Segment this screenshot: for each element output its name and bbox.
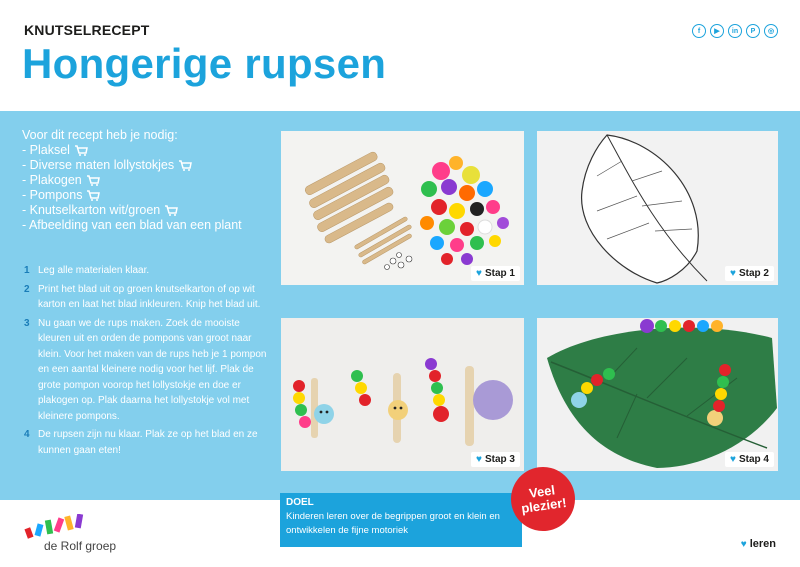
leren-mark: ♥ leren — [740, 538, 776, 550]
material-label: - Plakogen — [22, 173, 82, 187]
step-1-label: ♥ Stap 1 — [471, 266, 520, 281]
material-item — [22, 173, 242, 188]
social-links — [692, 24, 778, 38]
step-2-label: ♥ Stap 2 — [725, 266, 774, 281]
instagram-icon[interactable]: ◎ — [764, 24, 778, 38]
page-title: Hongerige rupsen — [22, 40, 387, 87]
heart-icon: ♥ — [740, 538, 747, 550]
photo-step-1 — [281, 131, 524, 285]
step-number: 2 — [24, 283, 30, 295]
material-label: - Plaksel — [22, 143, 70, 157]
step-3-label: ♥ Stap 3 — [471, 452, 520, 467]
facebook-icon[interactable]: f — [692, 24, 706, 38]
photo-step-2 — [537, 131, 778, 285]
material-item — [22, 188, 242, 203]
caterpillars-on-sticks-illustration — [281, 318, 524, 471]
goal-box — [280, 493, 522, 547]
goal-text: Kinderen leren over de begrippen groot en klein en ontwikkelen de fijne motoriek — [286, 511, 500, 536]
leaf-with-caterpillars-illustration — [537, 318, 778, 471]
material-label: - Afbeelding van een blad van een plant — [22, 218, 242, 232]
step-4-label: ♥ Stap 4 — [725, 452, 774, 467]
photo-step-4 — [537, 318, 778, 471]
photo-step-3 — [281, 318, 524, 471]
heart-icon: ♥ — [730, 454, 736, 465]
step-text: De rupsen zijn nu klaar. Plak ze op het blad en ze kunnen gaan eten! — [38, 429, 258, 456]
material-label: - Pompons — [22, 188, 83, 202]
step-number: 3 — [24, 317, 30, 329]
fun-badge: Veel plezier! — [507, 463, 579, 535]
shopping-cart-icon[interactable] — [86, 190, 100, 201]
rolf-groep-logo — [24, 514, 94, 540]
step-number: 1 — [24, 265, 30, 276]
material-item — [22, 143, 242, 158]
goal-heading: DOEL — [286, 497, 314, 508]
shopping-cart-icon[interactable] — [178, 160, 192, 171]
step-item — [24, 427, 272, 458]
leaf-outline-illustration — [537, 131, 778, 285]
step-item — [24, 316, 272, 425]
materials-illustration — [281, 131, 524, 285]
kicker: KNUTSELRECEPT — [24, 22, 150, 38]
pinterest-icon[interactable]: P — [746, 24, 760, 38]
brand-name: de Rolf groep — [44, 539, 117, 553]
step-text: Nu gaan we de rups maken. Zoek de mooiste kleuren uit en orden de pompons van groot naar klein. Voor het maken van de rups heb je 1 pompon en een aantal kleinere nodig voor het lijf. Plak de grote pompon voorop het lollystokje en doe er plakogen op. Plak daarna het lollystokje vol met kleinere pompons. — [38, 317, 267, 422]
step-text: Print het blad uit op groen knutselkarton of op wit karton en laat het blad inkleuren. Knip het blad uit. — [38, 283, 261, 310]
shopping-cart-icon[interactable] — [74, 145, 88, 156]
materials-list — [22, 128, 242, 233]
material-label: - Knutselkarton wit/groen — [22, 203, 161, 217]
material-item — [22, 203, 242, 218]
step-text: Leg alle materialen klaar. — [38, 265, 150, 276]
shopping-cart-icon[interactable] — [164, 205, 178, 216]
heart-icon: ♥ — [476, 268, 482, 279]
linkedin-icon[interactable]: in — [728, 24, 742, 38]
material-item — [22, 158, 242, 173]
material-item — [22, 218, 242, 233]
step-item — [24, 263, 272, 279]
materials-intro: Voor dit recept heb je nodig: — [22, 128, 178, 142]
heart-icon: ♥ — [476, 454, 482, 465]
step-item — [24, 282, 272, 313]
step-number: 4 — [24, 429, 30, 440]
youtube-icon[interactable]: ▶ — [710, 24, 724, 38]
material-label: - Diverse maten lollystokjes — [22, 158, 175, 172]
shopping-cart-icon[interactable] — [86, 175, 100, 186]
steps-list — [24, 263, 272, 461]
heart-icon: ♥ — [730, 268, 736, 279]
